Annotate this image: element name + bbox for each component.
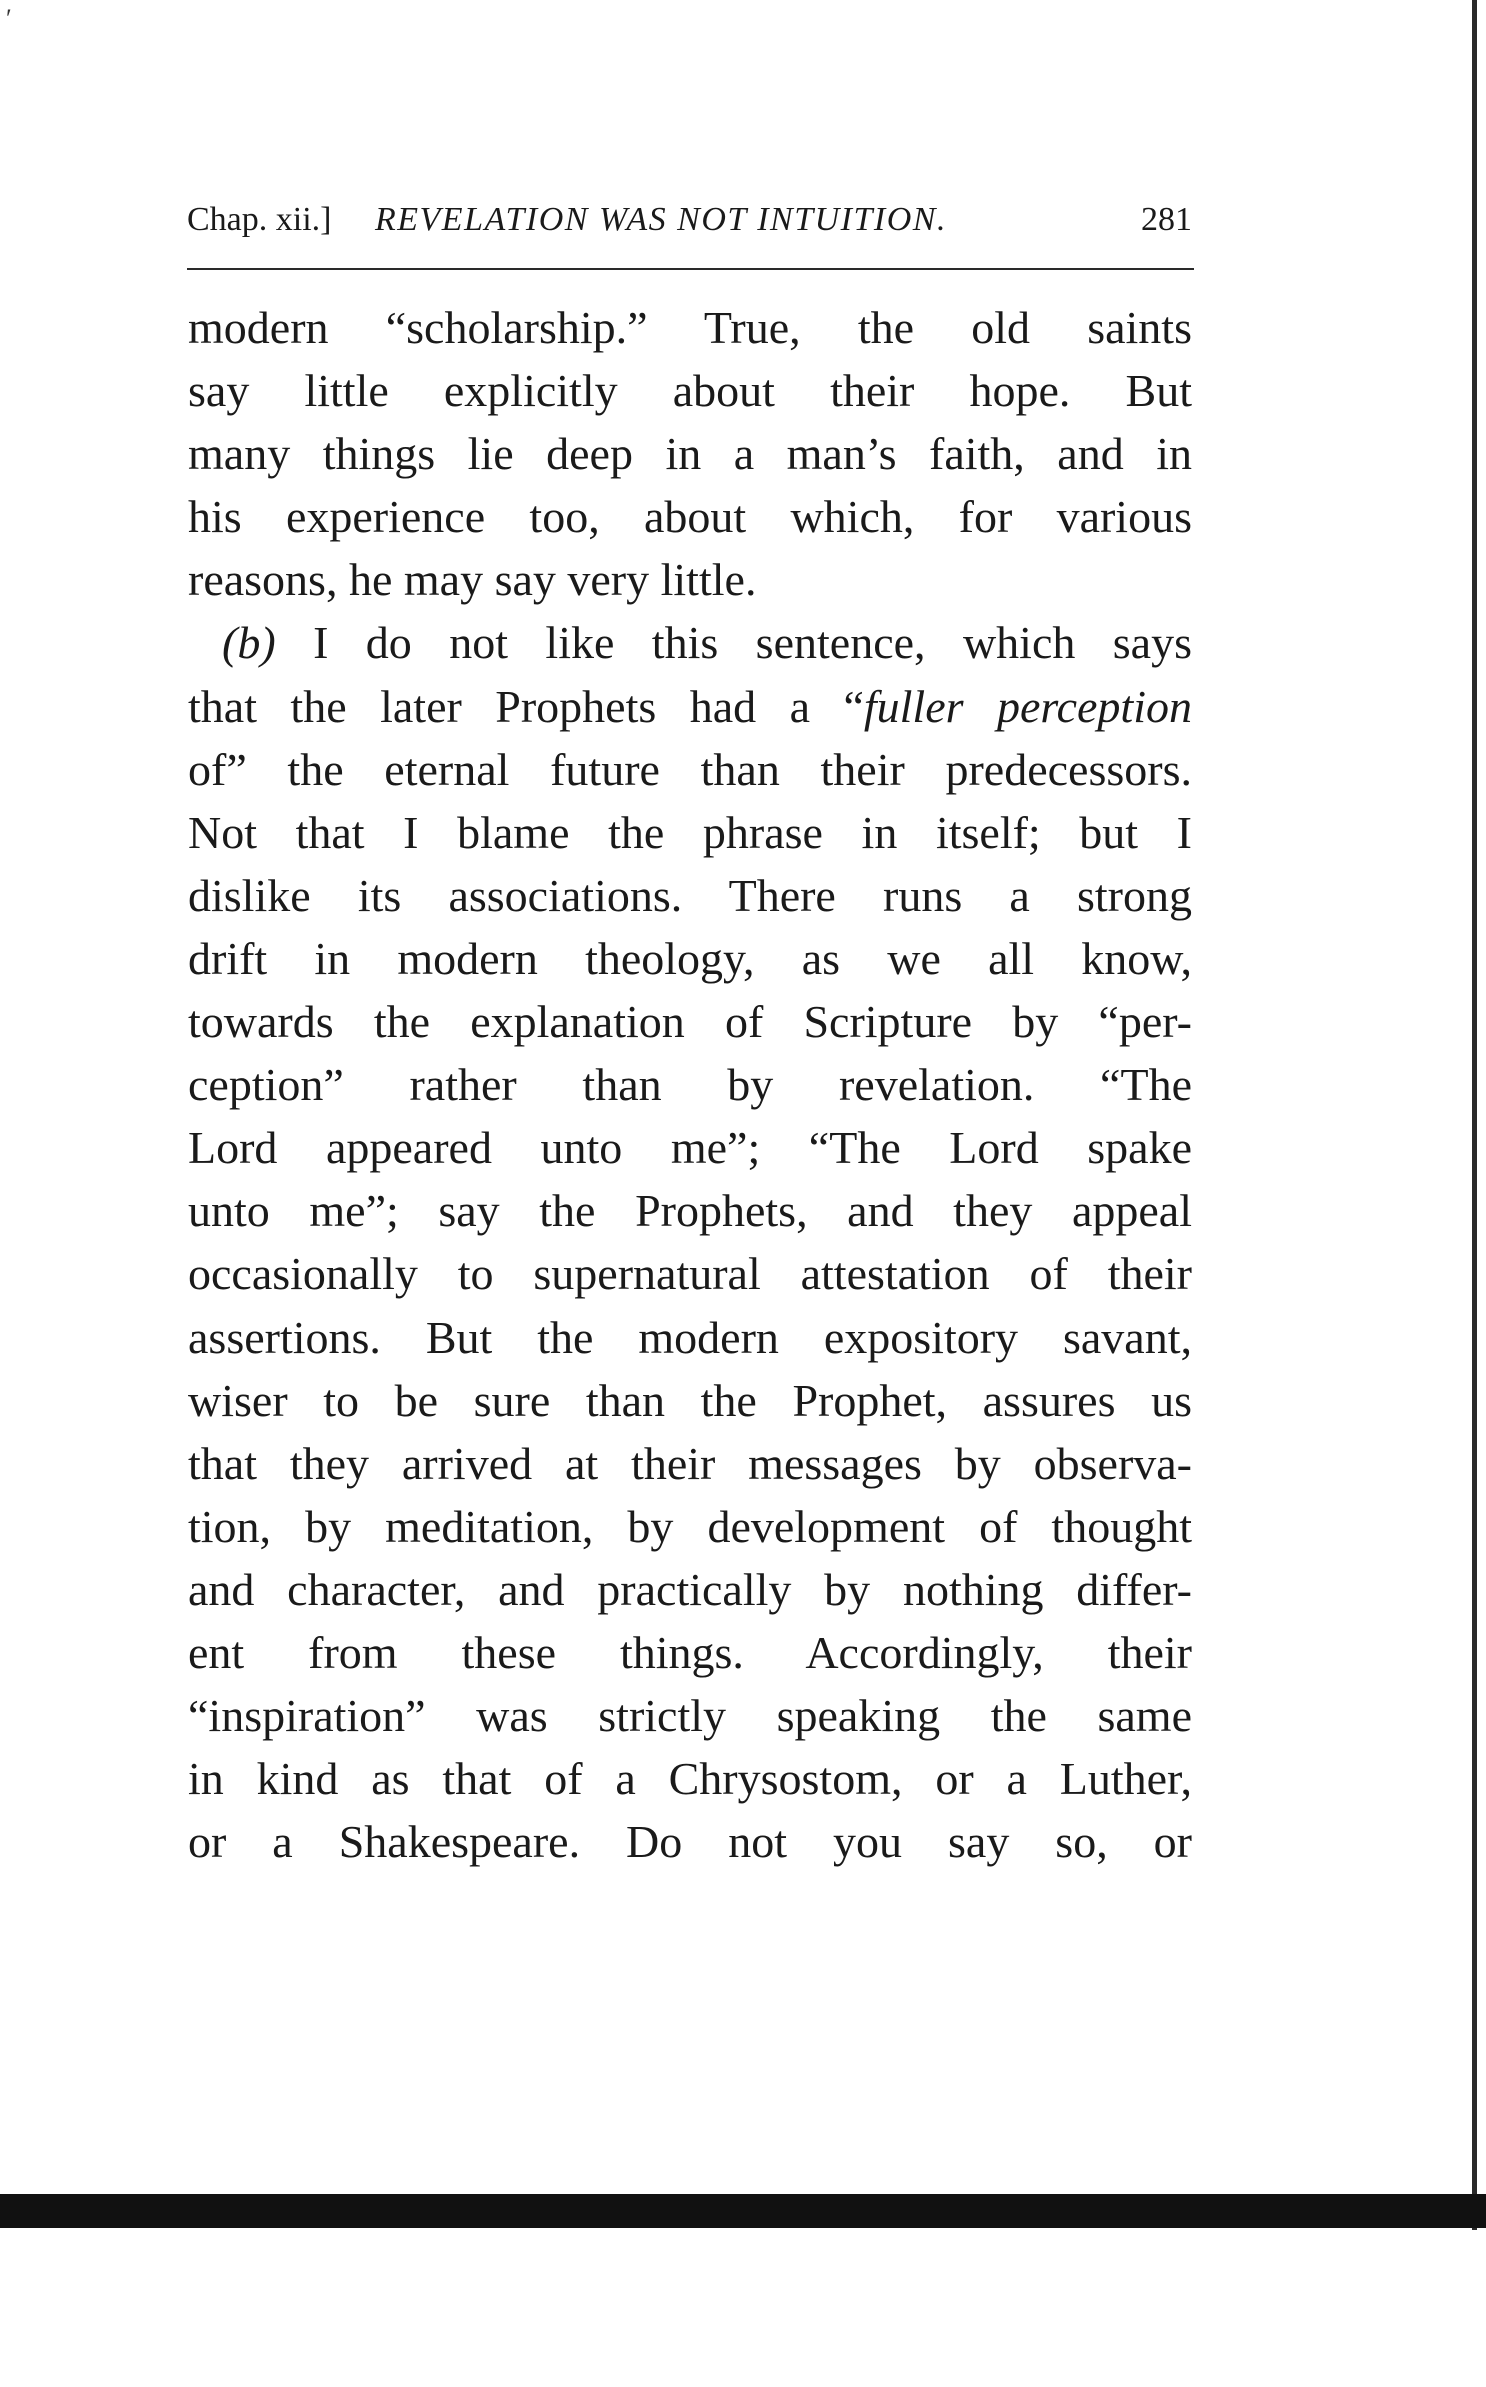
text-line: many things lie deep in a man’s faith, and in: [188, 428, 1192, 480]
text-line: unto me”; say the Prophets, and they appeal: [188, 1185, 1192, 1237]
text-line: modern “scholarship.” True, the old saints: [188, 302, 1192, 353]
text-line: [188, 611, 1192, 674]
text-line: [188, 675, 1192, 738]
body-text: [188, 296, 1192, 1873]
text-line: “inspiration” was strictly speaking the same: [188, 1690, 1192, 1742]
header-chapter: Chap. xii.]: [187, 201, 332, 238]
text-line: assertions. But the modern expository savant,: [188, 1311, 1192, 1363]
scan-bottom-bar: [0, 2194, 1486, 2228]
text-line-content: that the later Prophets had a “: [188, 680, 864, 732]
text-line: wiser to be sure than the Prophet, assures us: [188, 1374, 1192, 1426]
text-line-content: I do not like this sentence, which says: [313, 617, 1192, 669]
running-header: [187, 192, 1192, 248]
text-line: that they arrived at their messages by observa-: [188, 1437, 1192, 1489]
text-line: tion, by meditation, by development of thought: [188, 1500, 1192, 1552]
text-line: ent from these things. Accordingly, their: [188, 1626, 1192, 1678]
italic-phrase: fuller perception: [863, 680, 1192, 732]
text-line: ception” rather than by revelation. “The: [188, 1059, 1192, 1111]
text-line: or a Shakespeare. Do not you say so, or: [188, 1816, 1192, 1868]
text-line: of” the eternal future than their predecessors.: [188, 743, 1192, 795]
header-title: REVELATION WAS NOT INTUITION.: [375, 201, 947, 238]
page-number: 281: [1141, 201, 1192, 238]
header-rule: [187, 268, 1194, 270]
text-line: reasons, he may say very little.: [188, 554, 757, 606]
page-edge-shadow: [1472, 0, 1477, 2230]
text-line: in kind as that of a Chrysostom, or a Luther,: [188, 1753, 1192, 1805]
paragraph-marker: (b): [222, 617, 276, 669]
text-line: Lord appeared unto me”; “The Lord spake: [188, 1122, 1192, 1174]
text-line: and character, and practically by nothing differ-: [188, 1563, 1192, 1615]
text-line: Not that I blame the phrase in itself; but I: [188, 806, 1192, 858]
text-line: his experience too, about which, for various: [188, 491, 1192, 543]
text-line: occasionally to supernatural attestation of their: [188, 1248, 1192, 1300]
text-line: dislike its associations. There runs a strong: [188, 869, 1192, 921]
text-line: drift in modern theology, as we all know,: [188, 932, 1192, 984]
text-line: say little explicitly about their hope. But: [188, 365, 1192, 417]
corner-blot-icon: ′: [6, 4, 12, 33]
text-line: towards the explanation of Scripture by “per-: [188, 996, 1192, 1048]
